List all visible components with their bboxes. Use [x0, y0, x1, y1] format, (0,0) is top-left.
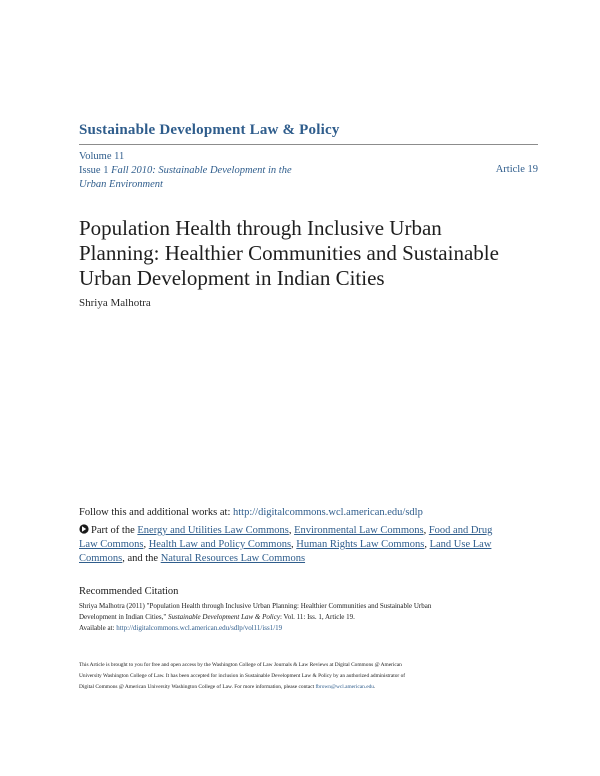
commons-link-natural-resources[interactable]: Natural Resources Law Commons [160, 553, 306, 564]
commons-row-3 [79, 552, 544, 566]
available-at-label: Available at: [79, 624, 117, 632]
journal-link[interactable]: Sustainable Development Law & Policy [79, 122, 340, 138]
article-title [79, 216, 538, 291]
volume-link[interactable]: Volume 11 [79, 151, 125, 162]
notice-line-2: University Washington College of Law. It has been accepted for inclusion in Sustainable Development Law & Policy by an authorized administrator of [79, 673, 406, 679]
citation-line-3 [79, 623, 544, 634]
and-the-text: , and the [122, 553, 161, 564]
commons-link-energy-utilities[interactable]: Energy and Utilities Law Commons [137, 525, 289, 536]
commons-link-human-rights[interactable]: Human Rights Law Commons [296, 539, 425, 550]
title-line-1: Population Health through Inclusive Urban [79, 216, 442, 240]
citation-line-2-b: : Vol. 11: Iss. 1, Article 19. [279, 613, 355, 621]
notice-line-3-b: . [373, 684, 376, 690]
issue-link[interactable]: Issue 1 [79, 165, 112, 176]
citation-url-link[interactable]: http://digitalcommons.wcl.american.edu/sdlp/vol11/iss1/19 [116, 624, 283, 632]
citation-line-2 [79, 612, 544, 623]
follow-line [79, 507, 423, 518]
citation-line-1: Shriya Malhotra (2011) "Population Health through Inclusive Urban Planning: Healthier Communities and Sustainable Urban [79, 602, 432, 610]
commons-link-environmental[interactable]: Environmental Law Commons [294, 525, 424, 536]
issue-line [79, 164, 309, 192]
title-line-3: Urban Development in Indian Cities [79, 266, 385, 290]
access-notice [79, 660, 539, 693]
repository-link[interactable]: http://digitalcommons.wcl.american.edu/sdlp [233, 507, 423, 518]
issue-title-part-2[interactable]: Urban Environment [79, 179, 163, 190]
notice-line-3-a: Digital Commons @ American University Washington College of Law. For more information, please contact [79, 684, 316, 690]
commons-row-1: Part of the Energy and Utilities Law Commons, Environmental Law Commons, Food and Drug [79, 524, 544, 538]
commons-link-land-use-part-1[interactable]: Land Use Law [429, 539, 492, 550]
bepress-logo-icon [79, 524, 89, 534]
part-of-commons [79, 524, 544, 566]
citation-line-2-a: Development in Indian Cities," [79, 613, 168, 621]
header-divider [79, 144, 538, 145]
notice-line-1: This Article is brought to you for free and open access by the Washington College of Law Journals & Law Reviews at Digital Commons @ American [79, 662, 402, 668]
author-name: Shriya Malhotra [79, 297, 151, 309]
journal-title[interactable] [79, 122, 340, 139]
notice-line-3 [79, 682, 539, 693]
issue-title-part-1[interactable]: Fall 2010: Sustainable Development in the [111, 165, 292, 176]
part-of-label: Part of the [91, 525, 138, 536]
issue-metadata [79, 150, 538, 192]
commons-link-health-policy[interactable]: Health Law and Policy Commons [148, 539, 292, 550]
citation-heading: Recommended Citation [79, 586, 179, 597]
citation-journal: Sustainable Development Law & Policy [167, 613, 280, 621]
commons-link-land-use-part-2[interactable]: Commons [79, 553, 123, 564]
title-line-2: Planning: Healthier Communities and Sustainable [79, 241, 499, 265]
article-number-link[interactable]: Article 19 [495, 164, 538, 175]
follow-label: Follow this and additional works at: [79, 507, 233, 518]
commons-link-food-drug-part-2[interactable]: Law Commons [79, 539, 144, 550]
commons-row-2: Law Commons, Health Law and Policy Commons, Human Rights Law Commons, Land Use Law [79, 539, 492, 550]
citation-text [79, 601, 544, 634]
contact-email-link[interactable]: fbrown@wcl.american.edu [315, 684, 374, 690]
commons-link-food-drug-part-1[interactable]: Food and Drug [428, 525, 493, 536]
